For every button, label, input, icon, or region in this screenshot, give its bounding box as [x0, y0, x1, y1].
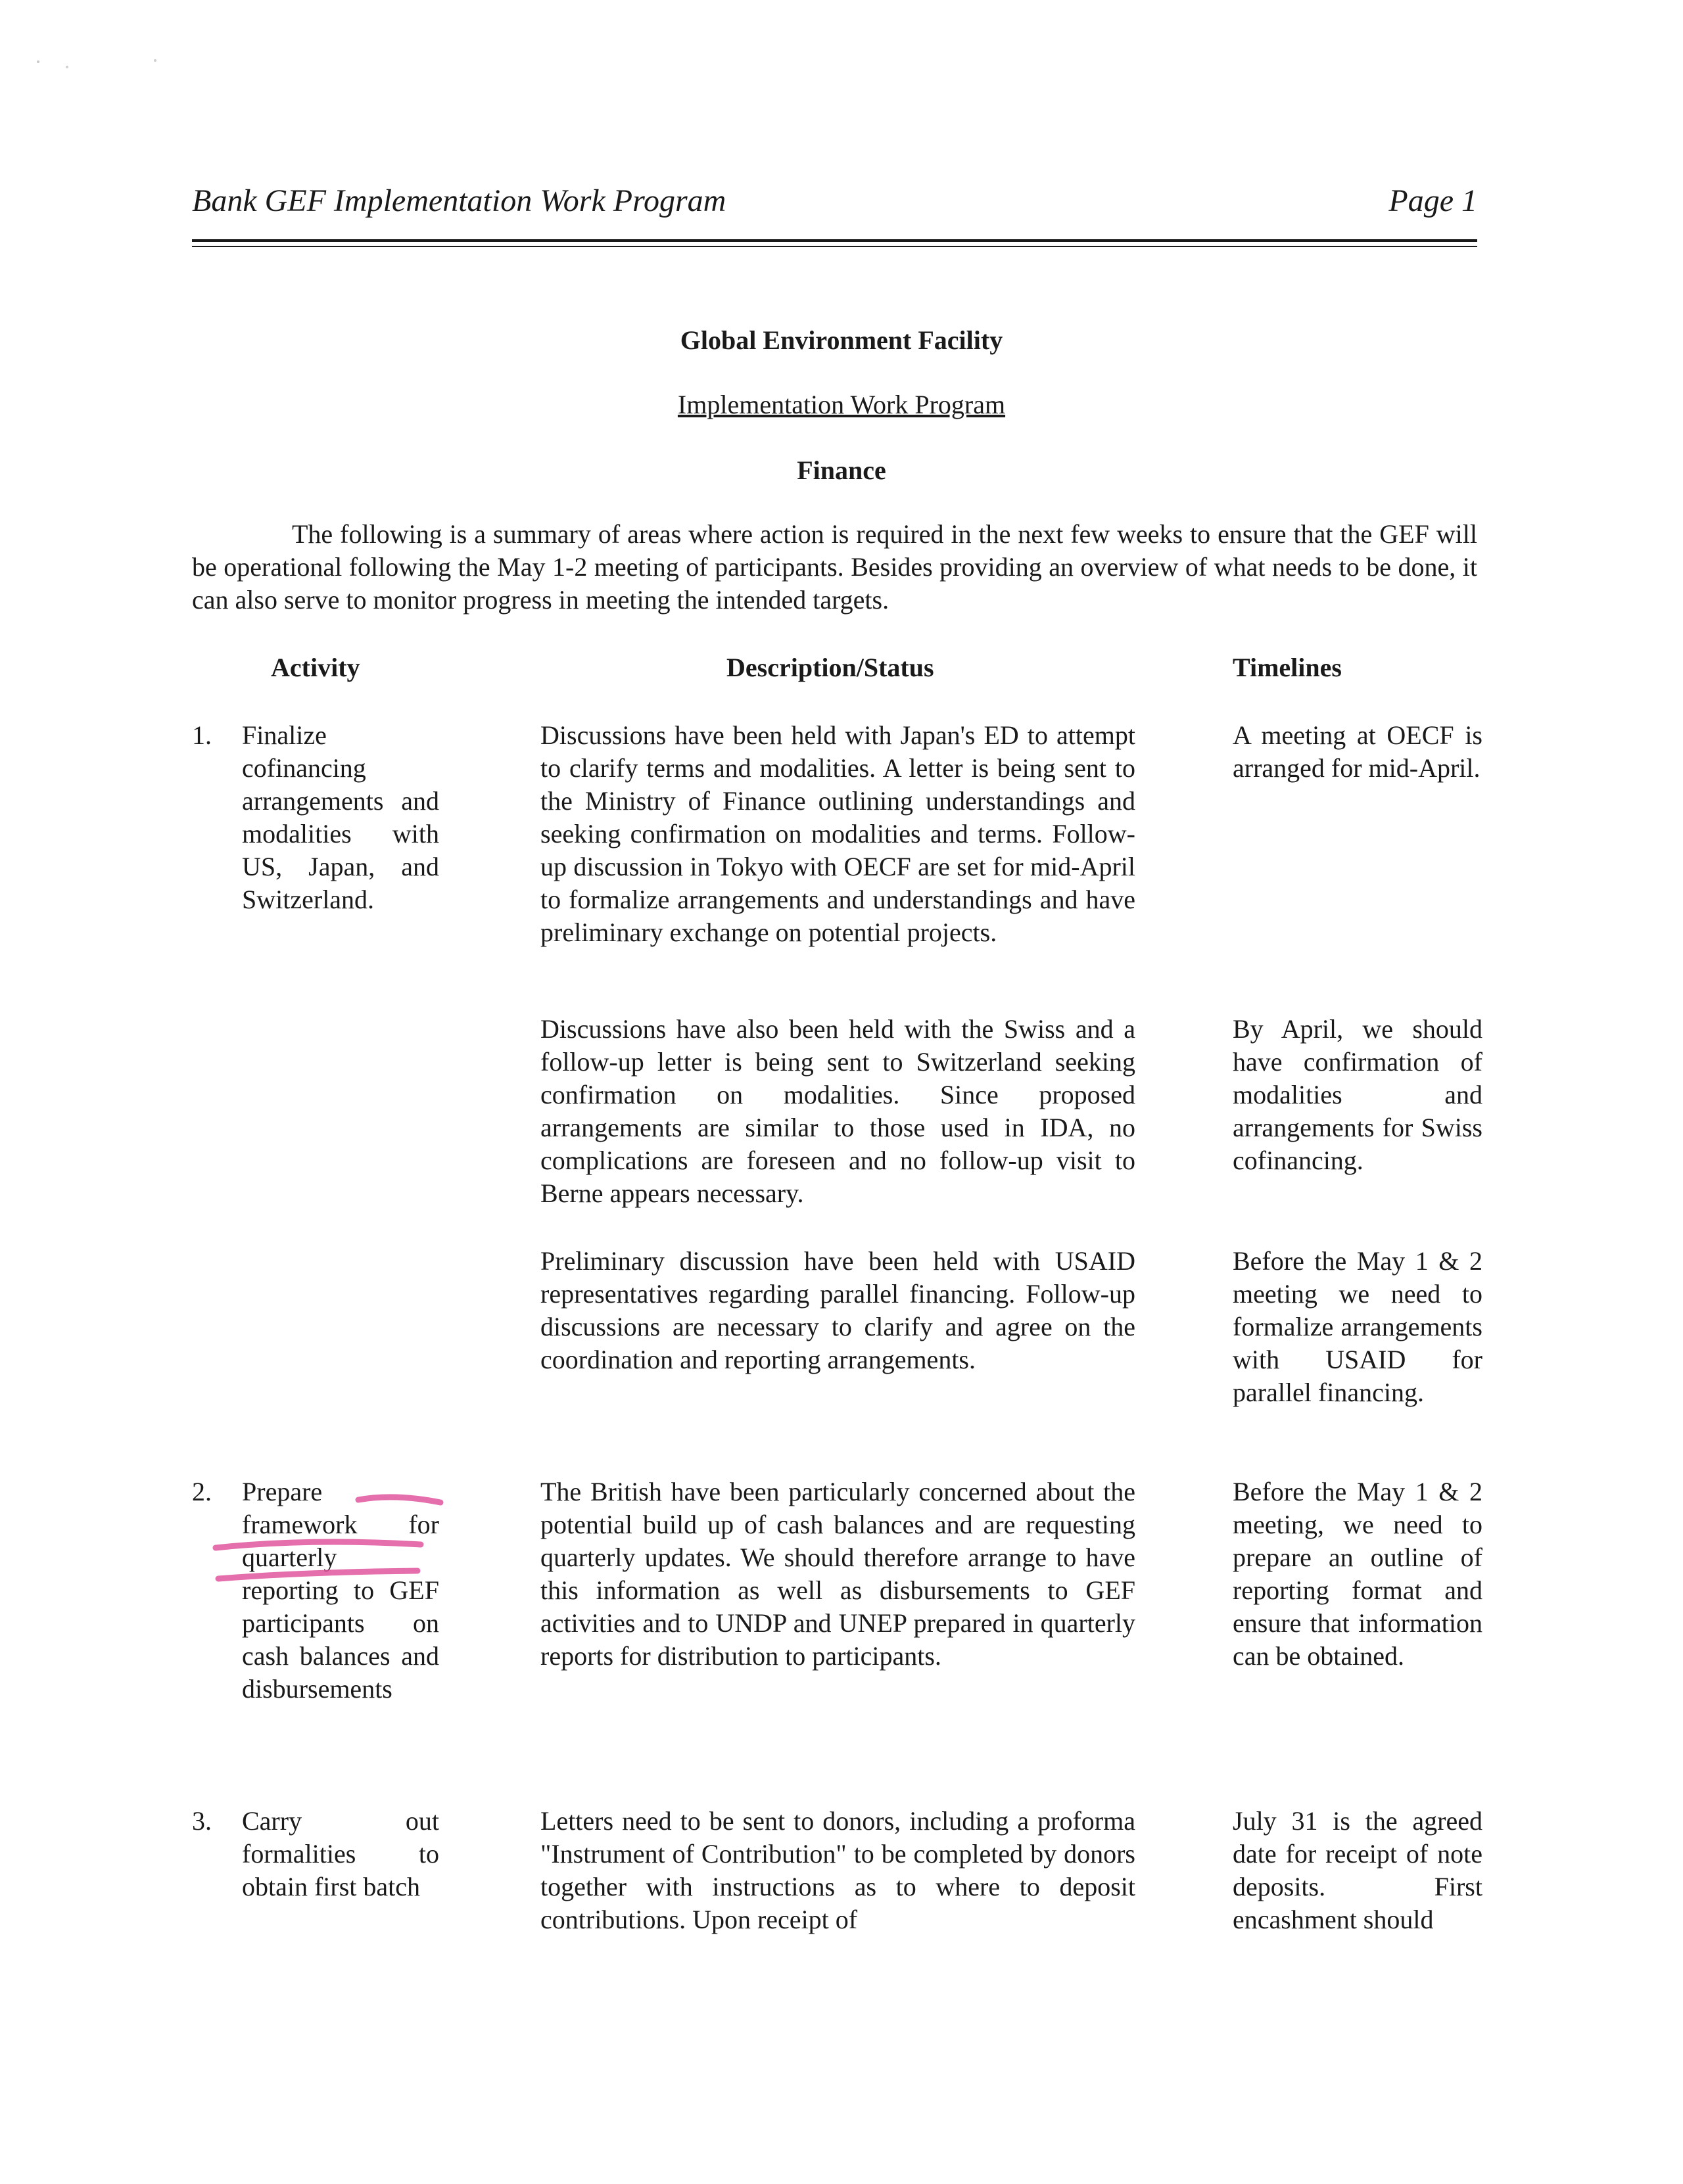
item-activity: Carry out formalities to obtain first batch: [242, 1806, 439, 1901]
running-title: Bank GEF Implementation Work Program: [192, 183, 726, 218]
column-header-description: Description/Status: [726, 653, 934, 682]
item-description: Letters need to be sent to donors, including a proforma "Instrument of Contribution" to be completed by donors together with instructions as to where to deposit contributions. Upon receipt of: [540, 1806, 1135, 1934]
running-header: [192, 183, 1477, 225]
item-description: Discussions have been held with Japan's ED to attempt to clarify terms and modalities. A letter is being sent to the Ministry of Finance outlining understandings and seeking confirmation on modalities and terms. Follow-up discussion in Tokyo with OECF are set for mid-April to formalize arrangements and understandings and have preliminary exchange on potential projects.: [540, 720, 1135, 947]
item-timeline: Before the May 1 & 2 meeting we need to formalize arrangements with USAID for parallel financing.: [1233, 1246, 1482, 1407]
item-description: The British have been particularly concerned about the potential build up of cash balances and are requesting quarterly updates. We should therefore arrange to have this information as well as disbursements to GEF activities and to UNDP and UNEP prepared in quarterly reports for distribution to participants.: [540, 1477, 1135, 1671]
item-activity: Prepare framework for quarterly reporting to GEF participants on cash balances and disbursements: [242, 1477, 439, 1704]
header-rule-thin: [192, 246, 1477, 247]
item-number: 3.: [192, 1806, 212, 1836]
item-timeline: By April, we should have confirmation of modalities and arrangements for Swiss cofinancing.: [1233, 1014, 1482, 1175]
document-subtitle: Implementation Work Program: [677, 390, 1006, 419]
item-number: 2.: [192, 1477, 212, 1506]
page-number: Page 1: [1388, 183, 1477, 218]
item-description: Discussions have also been held with the Swiss and a follow-up letter is being sent to Switzerland seeking confirmation on modalities. Since proposed arrangements are similar to those used in IDA, no complications are foreseen and no follow-up visit to Berne appears necessary.: [540, 1014, 1135, 1208]
item-number: 1.: [192, 720, 212, 750]
pink-highlighter-marks: [204, 1479, 467, 1597]
item-timeline: July 31 is the agreed date for receipt of note deposits. First encashment should: [1233, 1806, 1482, 1934]
scan-specks: [26, 53, 197, 92]
section-title: Finance: [797, 455, 886, 485]
item-description: Preliminary discussion have been held with USAID representatives regarding parallel financing. Follow-up discussions are necessary to clarify and agree on the coordination and reporting arrangements.: [540, 1246, 1135, 1374]
document-title: Global Environment Facility: [680, 325, 1003, 355]
item-activity: Finalize cofinancing arrangements and modalities with US, Japan, and Switzerland.: [242, 720, 439, 914]
intro-paragraph: The following is a summary of areas where action is required in the next few weeks to ensure that the GEF will be operational following the May 1-2 meeting of participants. Besides providing an overview of what needs to be done, it can also serve to monitor progress in meeting the intended targets.: [192, 519, 1477, 615]
header-rule-thick: [192, 239, 1477, 242]
item-timeline: Before the May 1 & 2 meeting, we need to prepare an outline of reporting format and ensure that information can be obtained.: [1233, 1477, 1482, 1671]
item-timeline: A meeting at OECF is arranged for mid-April.: [1233, 720, 1482, 783]
column-header-activity: Activity: [271, 653, 360, 682]
column-header-timelines: Timelines: [1233, 653, 1342, 682]
